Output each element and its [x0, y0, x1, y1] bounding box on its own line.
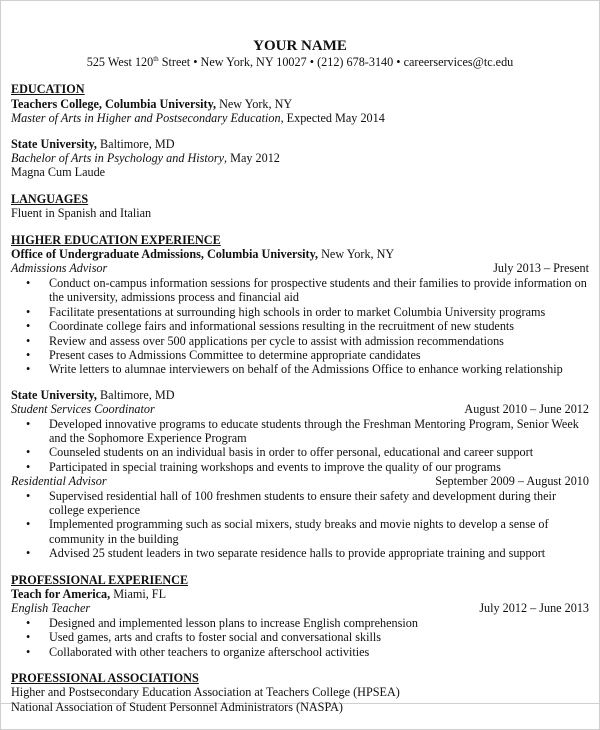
- section-title: LANGUAGES: [11, 191, 89, 206]
- list-item: • Advised 25 student leaders in two separate residence halls to provide appropriate training and support: [49, 546, 589, 560]
- languages-section: [11, 192, 589, 221]
- list-item: • Counseled students on an individual basis in order to offer personal, educational and career support: [49, 445, 589, 459]
- location: Baltimore, MD: [96, 136, 175, 151]
- address-sup: th: [153, 54, 159, 63]
- section-title: PROFESSIONAL EXPERIENCE: [11, 572, 189, 587]
- honors: Magna Cum Laude: [11, 165, 106, 180]
- bullet-list: [11, 417, 589, 475]
- list-item: • Facilitate presentations at surrounding high schools in order to market Columbia University programs: [49, 305, 589, 319]
- list-item: • Collaborated with other teachers to organize afterschool activities: [49, 645, 589, 659]
- degree-line: [11, 151, 589, 165]
- degree-line: [11, 111, 589, 125]
- languages-text: Fluent in Spanish and Italian: [11, 206, 152, 221]
- list-item: • Present cases to Admissions Committee to determine appropriate candidates: [49, 348, 589, 362]
- degree: Bachelor of Arts in Psychology and History: [11, 151, 225, 166]
- association-item: Higher and Postsecondary Education Association at Teachers College (HPSEA): [11, 685, 400, 700]
- list-item: • Designed and implemented lesson plans to increase English comprehension: [49, 616, 589, 630]
- degree: Master of Arts in Higher and Postsecondary Education: [11, 111, 281, 126]
- role: English Teacher: [11, 601, 91, 616]
- resume: [11, 38, 589, 714]
- dates: July 2013 – Present: [493, 261, 589, 276]
- list-item: • Used games, arts and crafts to foster social and conversational skills: [49, 630, 589, 644]
- location: Baltimore, MD: [96, 387, 175, 402]
- location: New York, NY: [216, 96, 293, 111]
- list-item: • Review and assess over 500 applications per cycle to assist with admission recommendations: [49, 334, 589, 348]
- role-line: [11, 601, 589, 615]
- section-title: HIGHER EDUCATION EXPERIENCE: [11, 232, 221, 247]
- role-line: [11, 474, 589, 488]
- date: , Expected May 2014: [280, 111, 385, 126]
- resume-name: YOUR NAME: [253, 38, 347, 54]
- education-section: [11, 82, 589, 179]
- dates: August 2010 – June 2012: [464, 402, 589, 417]
- list-item: • Coordinate college fairs and informational sessions resulting in the recruitment of new students: [49, 319, 589, 333]
- edu-entry-2: [11, 137, 589, 151]
- org: Teachers College, Columbia University,: [11, 96, 217, 111]
- associations-section: [11, 671, 589, 714]
- org-line: [11, 587, 589, 601]
- role-line: [11, 261, 589, 275]
- list-item: • Participated in special training workshops and events to improve the quality of our programs: [49, 460, 589, 474]
- dates: July 2012 – June 2013: [479, 601, 589, 616]
- date: , May 2012: [224, 151, 280, 166]
- professional-section: [11, 573, 589, 659]
- association-item: National Association of Student Personnel Administrators (NASPA): [11, 699, 343, 714]
- list-item: • Implemented programming such as social mixers, study breaks and movie nights to develop a sense of community in the building: [49, 517, 589, 546]
- role: Student Services Coordinator: [11, 402, 155, 417]
- org: State University,: [11, 136, 97, 151]
- section-title: EDUCATION: [11, 82, 85, 97]
- contact-line: [11, 55, 589, 69]
- edu-entry-1: [11, 97, 589, 111]
- role: Admissions Advisor: [11, 261, 108, 276]
- bullet-list: [11, 276, 589, 377]
- org: State University,: [11, 387, 97, 402]
- address-pre: 525 West 120: [86, 55, 154, 69]
- location: New York, NY: [318, 247, 395, 262]
- bullet-list: [11, 489, 589, 561]
- list-item: • Write letters to alumnae interviewers on behalf of the Admissions Office to enhance working relationship: [49, 362, 589, 376]
- role-line: [11, 402, 589, 416]
- org: Office of Undergraduate Admissions, Columbia University,: [11, 247, 319, 262]
- org-line: [11, 388, 589, 402]
- list-item: • Developed innovative programs to educate students through the Freshman Mentoring Program, Senior Week and the Sophomore Experience Program: [49, 417, 589, 446]
- address-post: Street • New York, NY 10027 • (212) 678-3140 • careerservices@tc.edu: [158, 55, 514, 69]
- org: Teach for America,: [11, 587, 111, 601]
- role: Residential Advisor: [11, 474, 107, 489]
- dates: September 2009 – August 2010: [435, 474, 589, 489]
- list-item: • Supervised residential hall of 100 freshmen students to ensure their safety and development during their college experience: [49, 489, 589, 518]
- org-line: [11, 247, 589, 261]
- higher-ed-section: [11, 233, 589, 561]
- list-item: • Conduct on-campus information sessions for prospective students and their families to provide information on the university, admissions process and financial aid: [49, 276, 589, 305]
- section-title: PROFESSIONAL ASSOCIATIONS: [11, 671, 199, 686]
- location: Miami, FL: [110, 587, 167, 601]
- bullet-list: [11, 616, 589, 659]
